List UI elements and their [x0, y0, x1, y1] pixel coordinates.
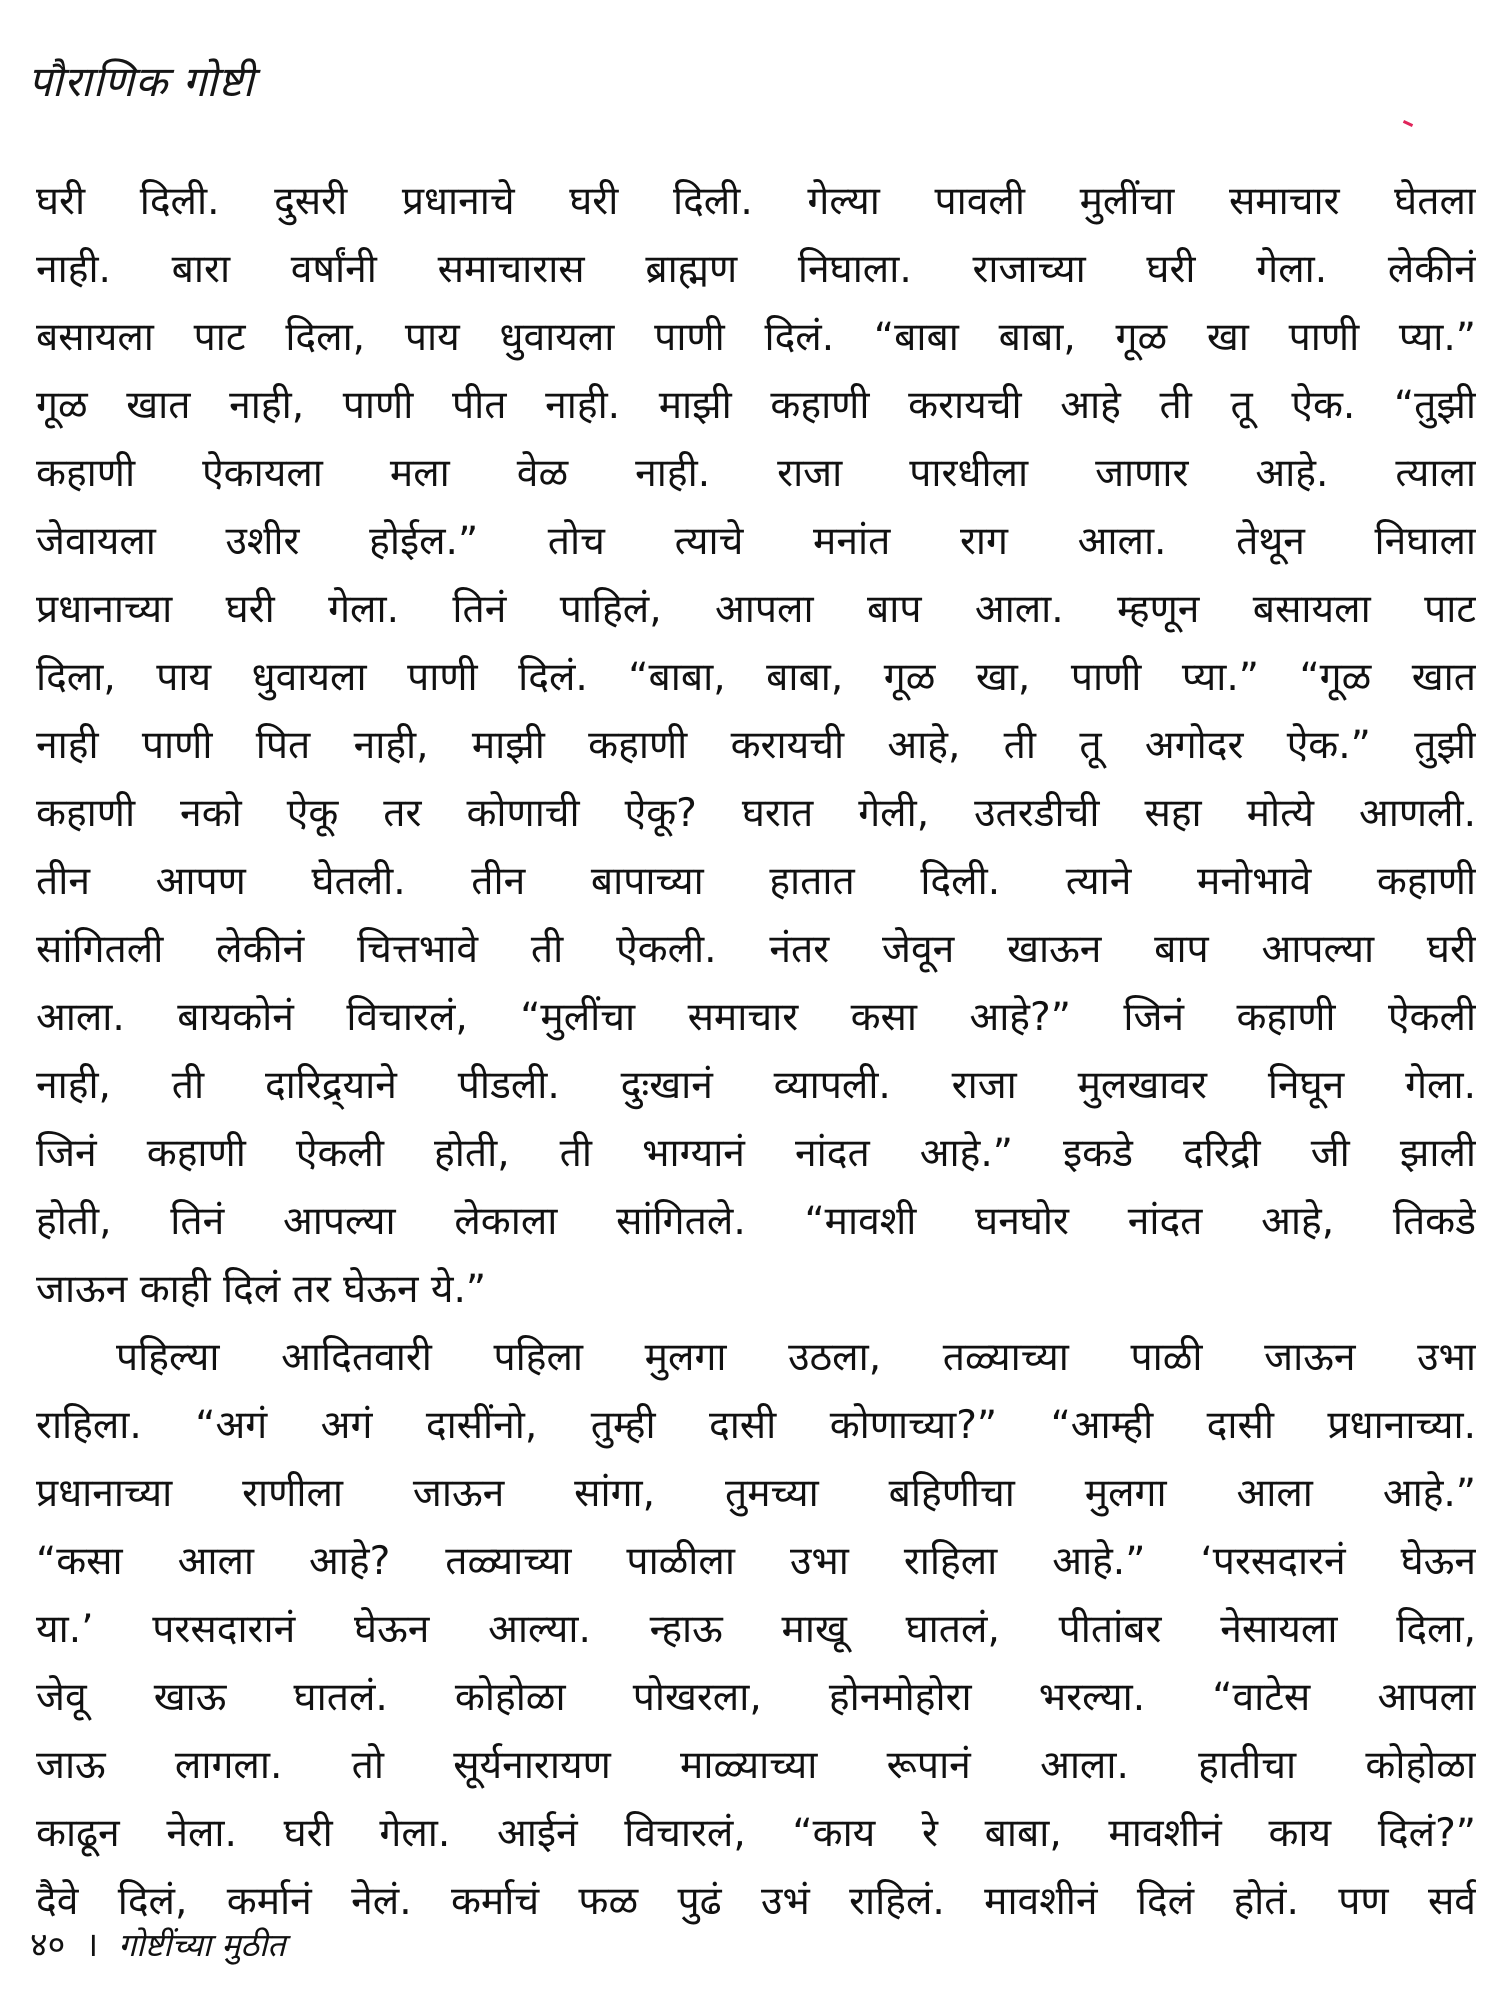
text-line: गूळ खात नाही, पाणी पीत नाही. माझी कहाणी करायची आहे ती तू ऐक. “तुझी	[36, 383, 1476, 428]
text-line: जाऊ लागला. तो सूर्यनारायण माळ्याच्या रूपानं आला. हातीचा कोहोळा	[36, 1743, 1476, 1788]
text-line: सांगितली लेकीनं चित्तभावे ती ऐकली. नंतर जेवून खाऊन बाप आपल्या घरी	[36, 927, 1476, 972]
text-line: जेवायला उशीर होईल.” तोच त्याचे मनांत राग आला. तेथून निघाला	[36, 519, 1476, 564]
running-title: पौराणिक गोष्टी	[28, 57, 255, 106]
page-footer	[30, 1920, 286, 1966]
text-line: कहाणी नको ऐकू तर कोणाची ऐकू? घरात गेली, उतरडीची सहा मोत्ये आणली.	[36, 791, 1476, 836]
text-line: दैवे दिलं, कर्मानं नेलं. कर्माचं फळ पुढं उभं राहिलं. मावशीनं दिलं होतं. पण सर्व	[36, 1879, 1476, 1924]
footer-separator: ।	[85, 1925, 99, 1965]
text-line: या.’ परसदारानं घेऊन आल्या. न्हाऊ माखू घातलं, पीतांबर नेसायला दिला,	[36, 1607, 1476, 1652]
text-line: प्रधानाच्या राणीला जाऊन सांगा, तुमच्या बहिणीचा मुलगा आला आहे.”	[36, 1471, 1476, 1516]
text-line: जेवू खाऊ घातलं. कोहोळा पोखरला, होनमोहोरा भरल्या. “वाटेस आपला	[36, 1675, 1476, 1720]
stray-ink-mark	[1403, 120, 1413, 127]
text-line: होती, तिनं आपल्या लेकाला सांगितले. “मावशी घनघोर नांदत आहे, तिकडे	[36, 1199, 1476, 1244]
text-line: प्रधानाच्या घरी गेला. तिनं पाहिलं, आपला बाप आला. म्हणून बसायला पाट	[36, 587, 1476, 632]
text-line: नाही. बारा वर्षांनी समाचारास ब्राह्मण निघाला. राजाच्या घरी गेला. लेकीनं	[36, 247, 1476, 292]
text-line: जिनं कहाणी ऐकली होती, ती भाग्यानं नांदत आहे.” इकडे दरिद्री जी झाली	[36, 1131, 1476, 1176]
text-line: तीन आपण घेतली. तीन बापाच्या हातात दिली. त्याने मनोभावे कहाणी	[36, 859, 1476, 904]
text-line: दिला, पाय धुवायला पाणी दिलं. “बाबा, बाबा, गूळ खा, पाणी प्या.” “गूळ खात	[36, 655, 1476, 700]
text-line: पहिल्या आदितवारी पहिला मुलगा उठला, तळ्याच्या पाळी जाऊन उभा	[116, 1335, 1476, 1380]
text-line: जाऊन काही दिलं तर घेऊन ये.”	[36, 1267, 487, 1312]
text-line: नाही, ती दारिद्र्याने पीडली. दुःखानं व्यापली. राजा मुलखावर निघून गेला.	[36, 1063, 1476, 1108]
text-line: राहिला. “अगं अगं दासींनो, तुम्ही दासी कोणाच्या?” “आम्ही दासी प्रधानाच्या.	[36, 1403, 1476, 1448]
text-line: कहाणी ऐकायला मला वेळ नाही. राजा पारधीला जाणार आहे. त्याला	[36, 451, 1476, 496]
page-number: ४०	[30, 1925, 66, 1965]
text-line: नाही पाणी पित नाही, माझी कहाणी करायची आहे, ती तू अगोदर ऐक.” तुझी	[36, 723, 1476, 768]
text-line: घरी दिली. दुसरी प्रधानाचे घरी दिली. गेल्या पावली मुलींचा समाचार घेतला	[36, 179, 1476, 224]
text-line: बसायला पाट दिला, पाय धुवायला पाणी दिलं. “बाबा बाबा, गूळ खा पाणी प्या.”	[36, 315, 1476, 360]
text-line: “कसा आला आहे? तळ्याच्या पाळीला उभा राहिला आहे.” ‘परसदारनं घेऊन	[36, 1539, 1476, 1584]
page-body	[36, 168, 1476, 1936]
text-line: काढून नेला. घरी गेला. आईनं विचारलं, “काय रे बाबा, मावशीनं काय दिलं?”	[36, 1811, 1476, 1856]
text-line: आला. बायकोनं विचारलं, “मुलींचा समाचार कसा आहे?” जिनं कहाणी ऐकली	[36, 995, 1476, 1040]
book-title: गोष्टींच्या मुठीत	[118, 1926, 286, 1964]
